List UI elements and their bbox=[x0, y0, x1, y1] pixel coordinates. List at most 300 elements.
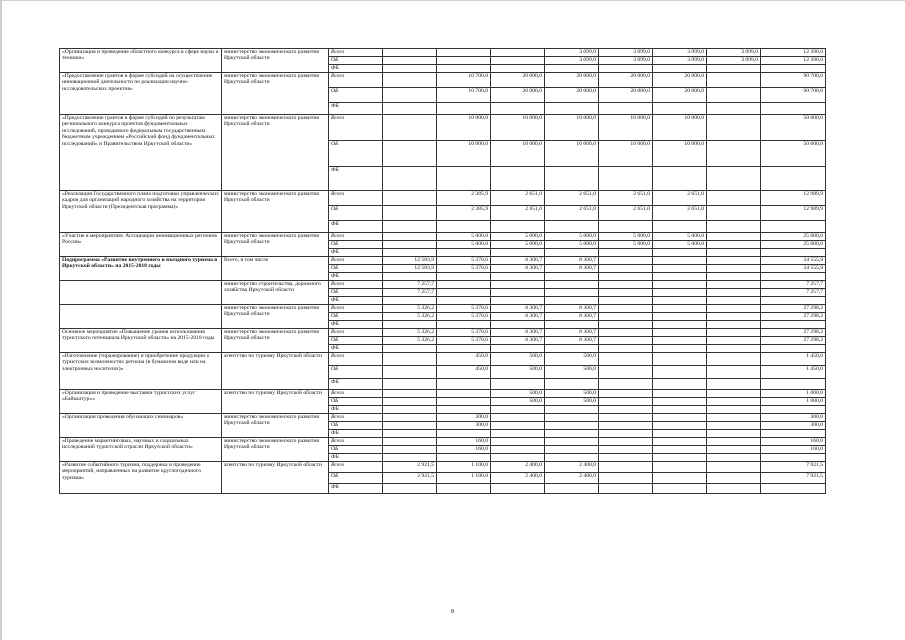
funding-source-cell: ОБ bbox=[329, 206, 383, 221]
amount-cell: 1 100,0 bbox=[437, 462, 491, 473]
amount-cell bbox=[653, 398, 707, 406]
amount-cell bbox=[707, 345, 761, 353]
amount-cell: 2 651,0 bbox=[653, 191, 707, 206]
amount-cell bbox=[491, 249, 545, 257]
amount-cell: 10 000,0 bbox=[599, 115, 653, 141]
amount-cell bbox=[437, 398, 491, 406]
budget-table-body bbox=[60, 49, 826, 494]
table-row bbox=[60, 49, 826, 57]
amount-cell bbox=[653, 462, 707, 473]
amount-cell bbox=[599, 366, 653, 379]
amount-cell bbox=[383, 88, 437, 103]
funding-source-cell: ОБ bbox=[329, 398, 383, 406]
amount-cell bbox=[653, 446, 707, 454]
amount-cell bbox=[653, 353, 707, 366]
amount-cell bbox=[707, 88, 761, 103]
amount-cell bbox=[707, 167, 761, 191]
amount-cell bbox=[707, 103, 761, 115]
amount-cell: 5 326,2 bbox=[383, 305, 437, 313]
amount-cell: 500,0 bbox=[491, 366, 545, 379]
amount-cell bbox=[545, 321, 599, 329]
amount-cell: 3 099,0 bbox=[707, 57, 761, 65]
amount-cell: 5 370,6 bbox=[437, 265, 491, 273]
amount-cell bbox=[545, 273, 599, 281]
executor-cell: Всего, в том числе bbox=[222, 257, 329, 281]
amount-cell bbox=[707, 337, 761, 345]
amount-cell bbox=[383, 406, 437, 414]
amount-cell bbox=[653, 422, 707, 430]
funding-source-cell: ОБ bbox=[329, 313, 383, 321]
amount-cell bbox=[707, 379, 761, 390]
funding-source-cell: Всего bbox=[329, 191, 383, 206]
total-cell bbox=[761, 103, 826, 115]
amount-cell: 5 000,0 bbox=[599, 241, 653, 249]
measure-name-cell: Подпрограмма «Развитие внутреннего и въездного туризма в Иркутской области» на 2015-2018 годы bbox=[60, 257, 222, 281]
amount-cell: 2 651,0 bbox=[491, 191, 545, 206]
amount-cell bbox=[383, 49, 437, 57]
funding-source-cell: ОБ bbox=[329, 241, 383, 249]
amount-cell: 160,0 bbox=[437, 446, 491, 454]
total-cell bbox=[761, 454, 826, 462]
amount-cell bbox=[545, 65, 599, 73]
funding-source-cell: Всего bbox=[329, 49, 383, 57]
amount-cell bbox=[599, 473, 653, 484]
amount-cell bbox=[545, 281, 599, 289]
amount-cell bbox=[599, 345, 653, 353]
total-cell bbox=[761, 484, 826, 494]
amount-cell: 8 300,7 bbox=[491, 337, 545, 345]
funding-source-cell: Всего bbox=[329, 115, 383, 141]
amount-cell bbox=[437, 167, 491, 191]
total-cell: 50 000,0 bbox=[761, 115, 826, 141]
amount-cell bbox=[383, 65, 437, 73]
funding-source-cell: ОБ bbox=[329, 422, 383, 430]
amount-cell bbox=[707, 366, 761, 379]
amount-cell bbox=[707, 414, 761, 422]
measure-name-cell: Основное мероприятие «Повышение уровня использования туристского потенциала Иркутской области» на 2015-2018 годы bbox=[60, 329, 222, 353]
amount-cell bbox=[707, 398, 761, 406]
amount-cell bbox=[707, 422, 761, 430]
funding-source-cell: Всего bbox=[329, 73, 383, 88]
funding-source-cell: Всего bbox=[329, 329, 383, 337]
amount-cell bbox=[599, 65, 653, 73]
amount-cell: 5 326,2 bbox=[383, 313, 437, 321]
scan-edge-top bbox=[0, 0, 905, 1]
total-cell: 27 298,2 bbox=[761, 329, 826, 337]
executor-cell: министерство экономического развития Иркутской области bbox=[222, 191, 329, 233]
measure-name-cell: «Проведение маркетинговых, научных и социальных исследований туристской отрасли Иркутской области» bbox=[60, 438, 222, 462]
total-cell: 7 921,5 bbox=[761, 473, 826, 484]
amount-cell: 5 370,6 bbox=[437, 257, 491, 265]
amount-cell bbox=[653, 337, 707, 345]
amount-cell bbox=[653, 289, 707, 297]
amount-cell bbox=[707, 65, 761, 73]
amount-cell bbox=[491, 454, 545, 462]
amount-cell: 300,0 bbox=[437, 414, 491, 422]
amount-cell bbox=[707, 321, 761, 329]
amount-cell bbox=[545, 454, 599, 462]
amount-cell: 450,0 bbox=[437, 366, 491, 379]
amount-cell: 7 257,7 bbox=[383, 289, 437, 297]
total-cell: 50 000,0 bbox=[761, 141, 826, 167]
amount-cell bbox=[599, 446, 653, 454]
executor-cell: министерство экономического развития Иркутской области bbox=[222, 49, 329, 73]
amount-cell: 5 370,6 bbox=[437, 337, 491, 345]
total-cell bbox=[761, 379, 826, 390]
funding-source-cell: Всего bbox=[329, 353, 383, 366]
amount-cell bbox=[707, 305, 761, 313]
amount-cell: 500,0 bbox=[545, 353, 599, 366]
amount-cell: 500,0 bbox=[545, 390, 599, 398]
amount-cell bbox=[383, 233, 437, 241]
total-cell: 12 396,0 bbox=[761, 49, 826, 57]
amount-cell bbox=[383, 57, 437, 65]
amount-cell: 8 300,7 bbox=[545, 313, 599, 321]
amount-cell: 8 300,7 bbox=[545, 265, 599, 273]
total-cell: 12 989,9 bbox=[761, 206, 826, 221]
amount-cell bbox=[707, 406, 761, 414]
amount-cell bbox=[383, 414, 437, 422]
amount-cell bbox=[491, 57, 545, 65]
amount-cell bbox=[653, 438, 707, 446]
amount-cell bbox=[383, 321, 437, 329]
total-cell: 27 298,2 bbox=[761, 337, 826, 345]
amount-cell: 3 099,0 bbox=[707, 49, 761, 57]
amount-cell bbox=[491, 321, 545, 329]
amount-cell: 8 300,7 bbox=[491, 305, 545, 313]
amount-cell bbox=[383, 167, 437, 191]
measure-name-cell: «Развитие событийного туризма, поддержка и проведение мероприятий, направленных на развитие круглогодичного туризма» bbox=[60, 462, 222, 494]
amount-cell bbox=[653, 321, 707, 329]
table-row bbox=[60, 390, 826, 398]
amount-cell bbox=[599, 462, 653, 473]
amount-cell bbox=[383, 103, 437, 115]
total-cell bbox=[761, 321, 826, 329]
table-row bbox=[60, 257, 826, 265]
amount-cell bbox=[599, 430, 653, 438]
funding-source-cell: ОБ bbox=[329, 473, 383, 484]
amount-cell bbox=[707, 206, 761, 221]
amount-cell bbox=[545, 249, 599, 257]
amount-cell bbox=[599, 257, 653, 265]
amount-cell: 20 000,0 bbox=[491, 73, 545, 88]
funding-source-cell: Всего bbox=[329, 305, 383, 313]
amount-cell: 160,0 bbox=[437, 438, 491, 446]
total-cell: 1 450,0 bbox=[761, 366, 826, 379]
measure-name-cell bbox=[60, 305, 222, 329]
amount-cell: 2 651,0 bbox=[545, 191, 599, 206]
amount-cell bbox=[383, 191, 437, 206]
amount-cell bbox=[653, 414, 707, 422]
funding-source-cell: ОБ bbox=[329, 141, 383, 167]
amount-cell bbox=[599, 422, 653, 430]
amount-cell bbox=[383, 422, 437, 430]
total-cell: 12 989,9 bbox=[761, 191, 826, 206]
amount-cell bbox=[599, 414, 653, 422]
amount-cell bbox=[653, 430, 707, 438]
amount-cell: 10 000,0 bbox=[653, 141, 707, 167]
amount-cell: 10 000,0 bbox=[599, 141, 653, 167]
amount-cell bbox=[707, 473, 761, 484]
table-row bbox=[60, 115, 826, 141]
funding-source-cell: ФБ bbox=[329, 273, 383, 281]
funding-source-cell: Всего bbox=[329, 233, 383, 241]
funding-source-cell: Всего bbox=[329, 438, 383, 446]
amount-cell bbox=[653, 390, 707, 398]
amount-cell bbox=[491, 438, 545, 446]
table-row bbox=[60, 73, 826, 88]
amount-cell bbox=[599, 390, 653, 398]
amount-cell bbox=[491, 430, 545, 438]
measure-name-cell bbox=[60, 281, 222, 305]
amount-cell: 10 000,0 bbox=[491, 141, 545, 167]
amount-cell: 5 000,0 bbox=[437, 233, 491, 241]
amount-cell bbox=[599, 167, 653, 191]
amount-cell bbox=[653, 167, 707, 191]
total-cell bbox=[761, 406, 826, 414]
total-cell: 34 555,9 bbox=[761, 257, 826, 265]
amount-cell bbox=[437, 454, 491, 462]
amount-cell bbox=[653, 345, 707, 353]
funding-source-cell: ОБ bbox=[329, 57, 383, 65]
amount-cell bbox=[383, 390, 437, 398]
executor-cell: министерство экономического развития Иркутской области bbox=[222, 115, 329, 191]
amount-cell bbox=[707, 73, 761, 88]
amount-cell bbox=[545, 289, 599, 297]
executor-cell: агентство по туризму Иркутской области bbox=[222, 353, 329, 390]
amount-cell: 2 921,5 bbox=[383, 462, 437, 473]
table-row bbox=[60, 438, 826, 446]
amount-cell: 10 000,0 bbox=[545, 115, 599, 141]
amount-cell bbox=[491, 406, 545, 414]
amount-cell bbox=[491, 297, 545, 305]
amount-cell bbox=[437, 49, 491, 57]
amount-cell: 8 300,7 bbox=[491, 265, 545, 273]
amount-cell: 5 000,0 bbox=[437, 241, 491, 249]
total-cell: 7 921,5 bbox=[761, 462, 826, 473]
executor-cell: министерство экономического развития Иркутской области bbox=[222, 305, 329, 329]
amount-cell bbox=[383, 398, 437, 406]
amount-cell: 500,0 bbox=[545, 398, 599, 406]
executor-cell: министерство экономического развития Иркутской области bbox=[222, 233, 329, 257]
funding-source-cell: ОБ bbox=[329, 446, 383, 454]
funding-source-cell: ОБ bbox=[329, 265, 383, 273]
amount-cell bbox=[545, 446, 599, 454]
funding-source-cell: ФБ bbox=[329, 406, 383, 414]
amount-cell bbox=[599, 281, 653, 289]
amount-cell bbox=[599, 313, 653, 321]
amount-cell bbox=[545, 167, 599, 191]
amount-cell bbox=[707, 257, 761, 265]
amount-cell: 20 000,0 bbox=[491, 88, 545, 103]
funding-source-cell: Всего bbox=[329, 257, 383, 265]
amount-cell bbox=[599, 103, 653, 115]
total-cell bbox=[761, 65, 826, 73]
amount-cell: 1 100,0 bbox=[437, 473, 491, 484]
amount-cell bbox=[653, 454, 707, 462]
amount-cell: 5 370,6 bbox=[437, 313, 491, 321]
amount-cell bbox=[707, 233, 761, 241]
amount-cell bbox=[545, 297, 599, 305]
amount-cell: 500,0 bbox=[491, 398, 545, 406]
measure-name-cell: «Организация и проведение выставки туристских услуг «Байкалтур»» bbox=[60, 390, 222, 414]
amount-cell: 5 000,0 bbox=[491, 241, 545, 249]
funding-source-cell: Всего bbox=[329, 281, 383, 289]
amount-cell: 500,0 bbox=[491, 353, 545, 366]
amount-cell: 5 000,0 bbox=[653, 241, 707, 249]
executor-cell: министерство экономического развития Иркутской области bbox=[222, 73, 329, 115]
amount-cell: 2 651,0 bbox=[545, 206, 599, 221]
amount-cell bbox=[707, 329, 761, 337]
amount-cell: 8 300,7 bbox=[491, 313, 545, 321]
measure-name-cell: «Предоставление грантов в форме субсидий по результатам регионального конкурса проектов фундаментальных исследований, проводимого федеральным государственным бюджетным учреждением «Российский фонд фундаментальных исследований» и Правительством Иркутской области» bbox=[60, 115, 222, 191]
total-cell: 25 000,0 bbox=[761, 233, 826, 241]
amount-cell: 5 370,6 bbox=[437, 305, 491, 313]
amount-cell bbox=[437, 321, 491, 329]
amount-cell bbox=[599, 249, 653, 257]
total-cell: 27 298,2 bbox=[761, 313, 826, 321]
amount-cell bbox=[383, 249, 437, 257]
executor-cell: агентство по туризму Иркутской области bbox=[222, 462, 329, 494]
amount-cell: 10 000,0 bbox=[437, 141, 491, 167]
amount-cell bbox=[383, 241, 437, 249]
amount-cell: 2 385,9 bbox=[437, 191, 491, 206]
funding-source-cell: Всего bbox=[329, 414, 383, 422]
total-cell: 27 298,2 bbox=[761, 305, 826, 313]
amount-cell bbox=[545, 406, 599, 414]
amount-cell: 3 099,0 bbox=[599, 49, 653, 57]
amount-cell: 3 099,0 bbox=[599, 57, 653, 65]
amount-cell bbox=[707, 191, 761, 206]
amount-cell bbox=[491, 422, 545, 430]
funding-source-cell: ФБ bbox=[329, 454, 383, 462]
amount-cell bbox=[437, 221, 491, 233]
amount-cell bbox=[545, 430, 599, 438]
amount-cell bbox=[545, 414, 599, 422]
measure-name-cell: «Реализация Государственного плана подготовки управленческих кадров для организаций народного хозяйства на территории Иркутской области (Президентская программа)» bbox=[60, 191, 222, 233]
amount-cell: 3 099,0 bbox=[653, 49, 707, 57]
amount-cell bbox=[437, 289, 491, 297]
amount-cell bbox=[653, 329, 707, 337]
amount-cell bbox=[707, 241, 761, 249]
amount-cell: 2 651,0 bbox=[599, 206, 653, 221]
amount-cell bbox=[707, 438, 761, 446]
amount-cell bbox=[437, 273, 491, 281]
amount-cell bbox=[437, 379, 491, 390]
total-cell bbox=[761, 273, 826, 281]
amount-cell bbox=[599, 406, 653, 414]
amount-cell bbox=[707, 297, 761, 305]
amount-cell bbox=[545, 484, 599, 494]
amount-cell bbox=[653, 103, 707, 115]
table-row bbox=[60, 329, 826, 337]
amount-cell bbox=[383, 73, 437, 88]
amount-cell bbox=[707, 141, 761, 167]
table-row bbox=[60, 281, 826, 289]
amount-cell: 10 000,0 bbox=[545, 141, 599, 167]
table-row bbox=[60, 353, 826, 366]
amount-cell bbox=[437, 430, 491, 438]
funding-source-cell: Всего bbox=[329, 462, 383, 473]
amount-cell: 20 000,0 bbox=[653, 73, 707, 88]
total-cell: 12 396,0 bbox=[761, 57, 826, 65]
amount-cell bbox=[653, 281, 707, 289]
total-cell: 34 555,9 bbox=[761, 265, 826, 273]
amount-cell bbox=[491, 289, 545, 297]
budget-table bbox=[59, 48, 826, 494]
amount-cell: 10 000,0 bbox=[491, 115, 545, 141]
funding-source-cell: ФБ bbox=[329, 65, 383, 73]
amount-cell: 5 000,0 bbox=[599, 233, 653, 241]
amount-cell: 3 099,0 bbox=[653, 57, 707, 65]
amount-cell bbox=[653, 305, 707, 313]
funding-source-cell: ОБ bbox=[329, 366, 383, 379]
amount-cell: 8 300,7 bbox=[545, 257, 599, 265]
amount-cell: 2 400,0 bbox=[491, 462, 545, 473]
amount-cell bbox=[599, 273, 653, 281]
amount-cell bbox=[707, 446, 761, 454]
amount-cell bbox=[599, 353, 653, 366]
amount-cell bbox=[491, 221, 545, 233]
amount-cell bbox=[491, 414, 545, 422]
amount-cell bbox=[437, 390, 491, 398]
funding-source-cell: ФБ bbox=[329, 297, 383, 305]
amount-cell: 8 300,7 bbox=[491, 329, 545, 337]
total-cell: 7 257,7 bbox=[761, 281, 826, 289]
amount-cell bbox=[653, 273, 707, 281]
amount-cell: 2 651,0 bbox=[599, 191, 653, 206]
amount-cell bbox=[383, 141, 437, 167]
amount-cell bbox=[599, 329, 653, 337]
amount-cell: 450,0 bbox=[437, 353, 491, 366]
amount-cell bbox=[383, 430, 437, 438]
amount-cell bbox=[653, 313, 707, 321]
funding-source-cell: ОБ bbox=[329, 337, 383, 345]
amount-cell bbox=[383, 366, 437, 379]
amount-cell: 2 400,0 bbox=[491, 473, 545, 484]
funding-source-cell: ФБ bbox=[329, 345, 383, 353]
table-row bbox=[60, 414, 826, 422]
amount-cell bbox=[545, 345, 599, 353]
amount-cell bbox=[491, 379, 545, 390]
amount-cell bbox=[599, 337, 653, 345]
measure-name-cell: «Организация проведения обучающих семинаров» bbox=[60, 414, 222, 438]
funding-source-cell: ФБ bbox=[329, 167, 383, 191]
amount-cell bbox=[653, 249, 707, 257]
amount-cell bbox=[707, 265, 761, 273]
amount-cell bbox=[437, 406, 491, 414]
amount-cell bbox=[437, 57, 491, 65]
total-cell: 1 000,0 bbox=[761, 398, 826, 406]
total-cell: 90 700,0 bbox=[761, 73, 826, 88]
amount-cell bbox=[599, 484, 653, 494]
table-row bbox=[60, 233, 826, 241]
amount-cell: 500,0 bbox=[491, 390, 545, 398]
amount-cell bbox=[437, 103, 491, 115]
total-cell: 160,0 bbox=[761, 446, 826, 454]
amount-cell: 20 000,0 bbox=[653, 88, 707, 103]
amount-cell bbox=[383, 484, 437, 494]
amount-cell bbox=[653, 406, 707, 414]
amount-cell bbox=[707, 484, 761, 494]
amount-cell bbox=[707, 462, 761, 473]
amount-cell bbox=[437, 249, 491, 257]
amount-cell bbox=[707, 115, 761, 141]
amount-cell: 5 326,2 bbox=[383, 337, 437, 345]
amount-cell: 5 000,0 bbox=[653, 233, 707, 241]
amount-cell: 2 651,0 bbox=[491, 206, 545, 221]
funding-source-cell: ФБ bbox=[329, 221, 383, 233]
